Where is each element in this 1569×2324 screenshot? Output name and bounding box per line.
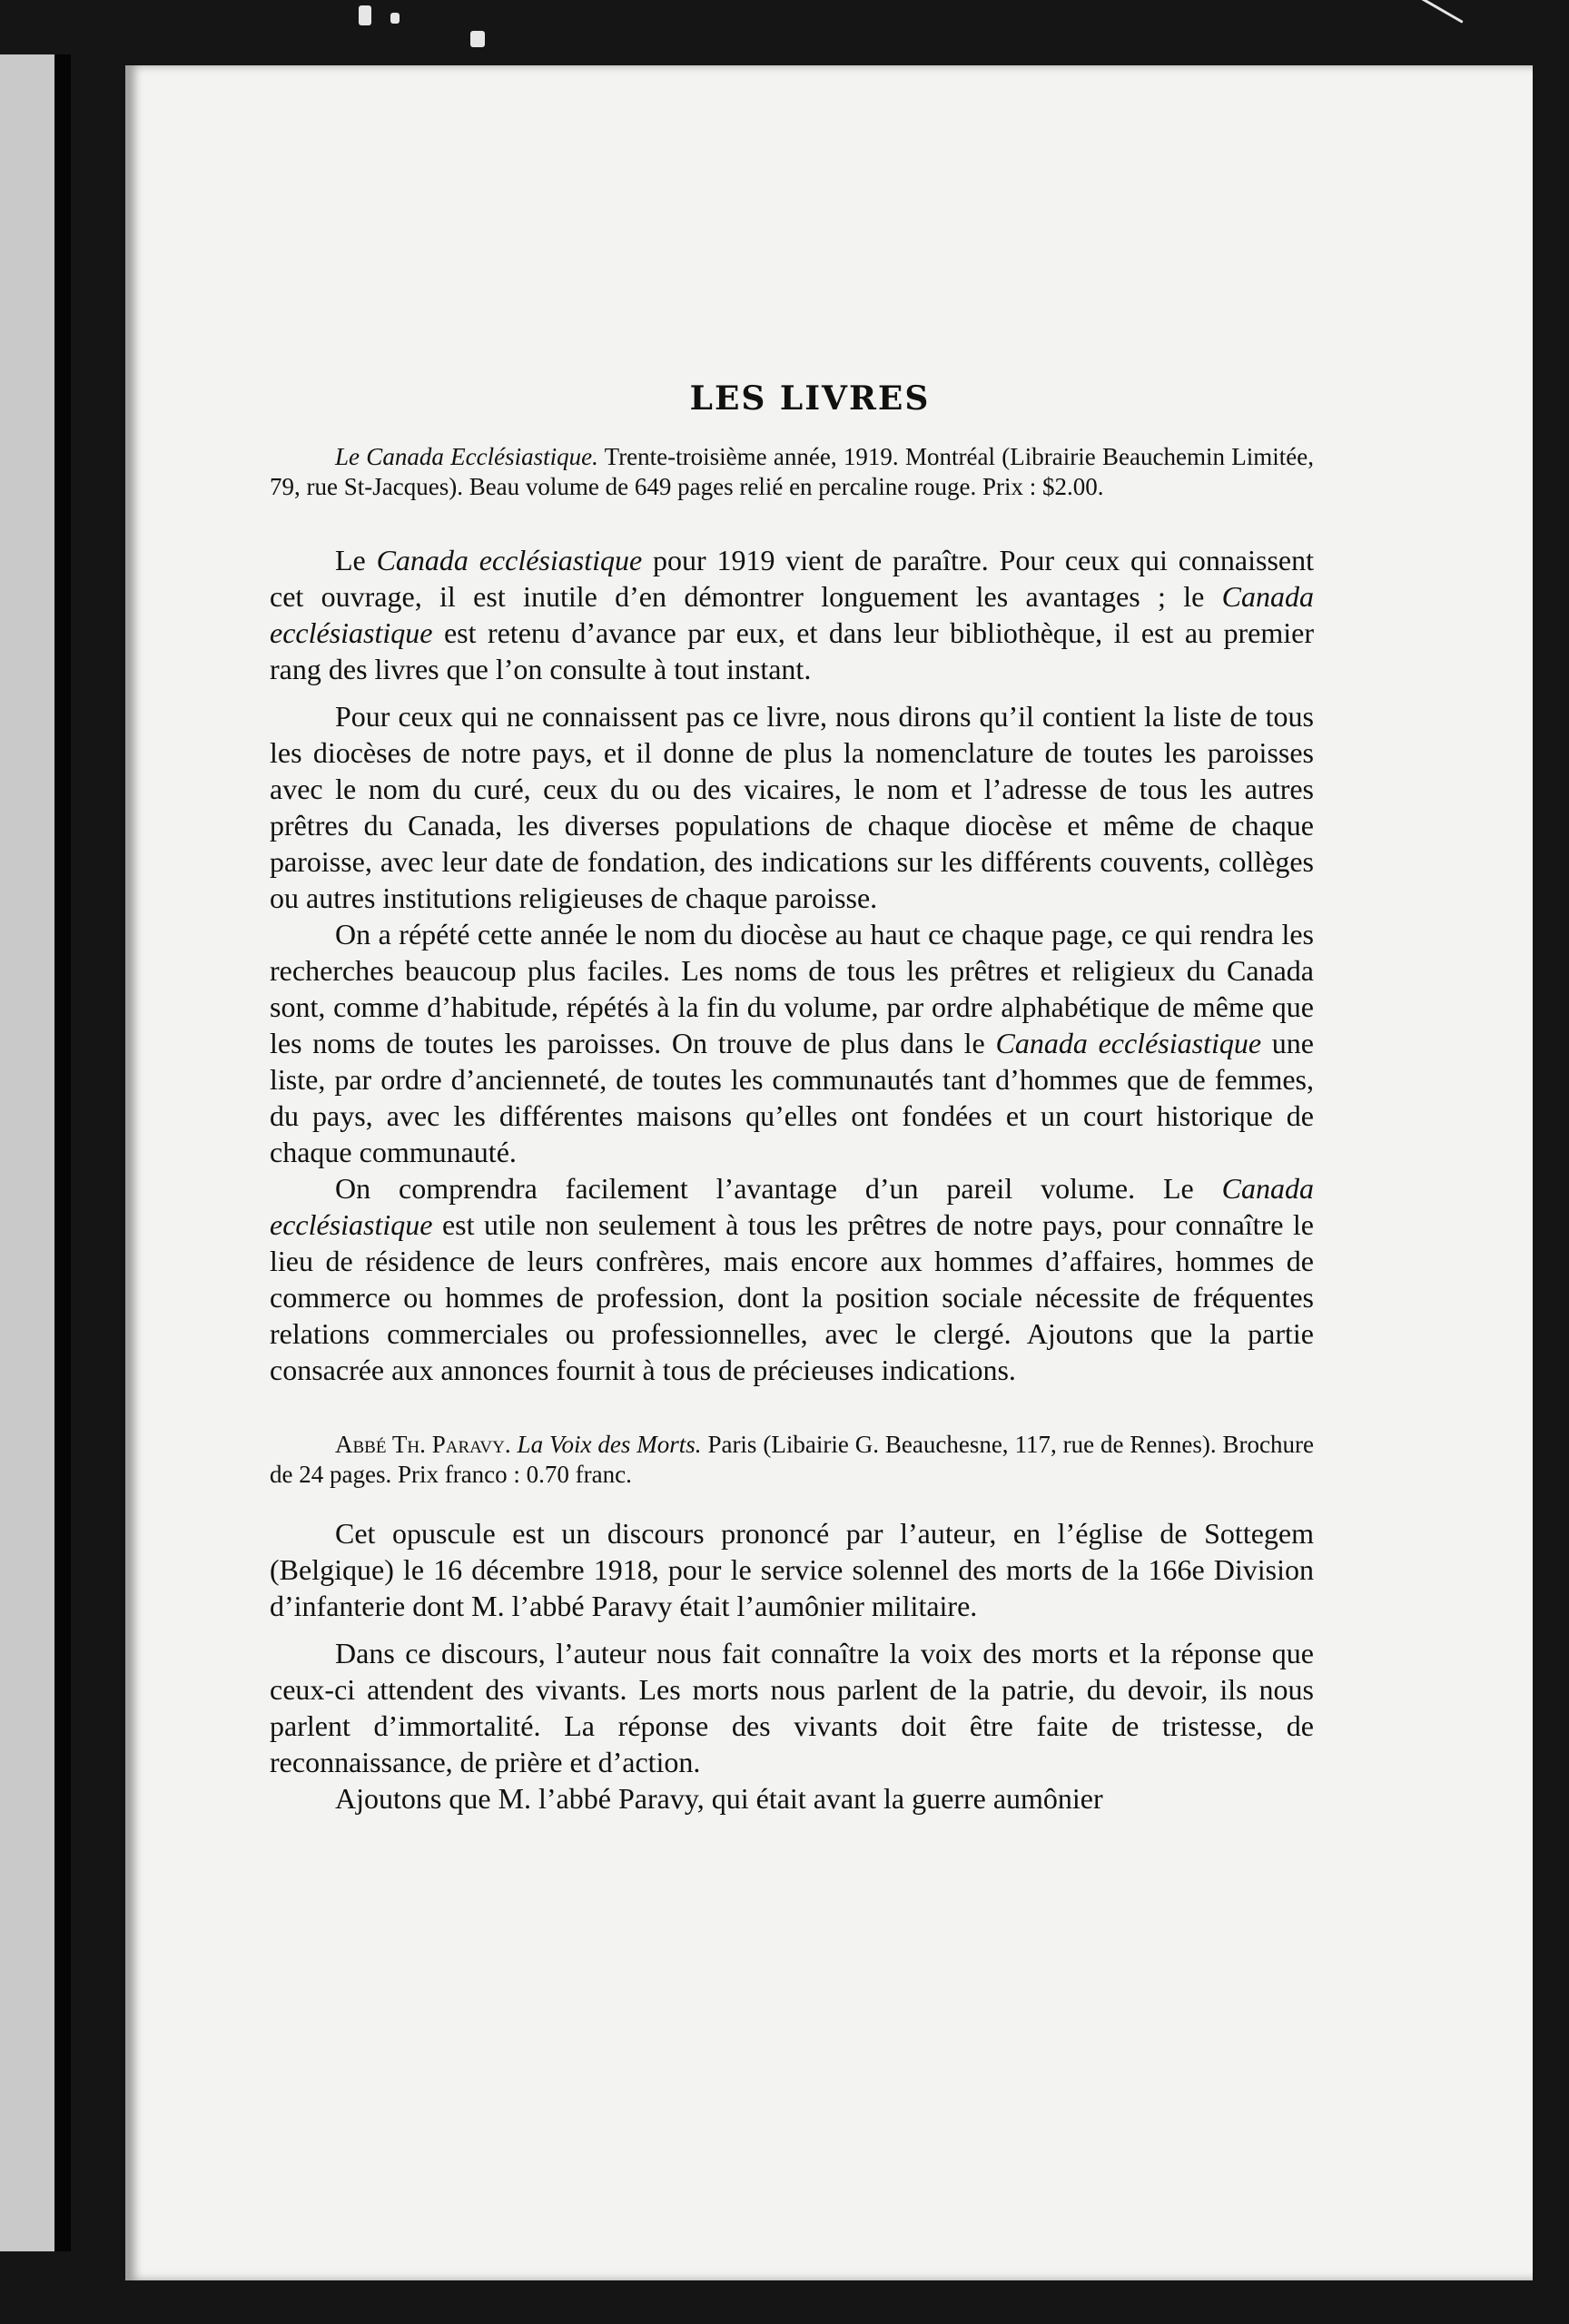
page-heading: LES LIVRES — [689, 379, 931, 418]
review-1-paragraph-2: Pour ceux qui ne connaissent pas ce livre, nous dirons qu’il contient la liste de tous les diocèses de notre pays, et il donne de plus la nomenclature de toutes les paroisses avec le nom du curé, ceux du ou des vicaires, le nom et l’adresse de tous les autres prêtres du Canada, les diverses populations de chaque diocèse et même de chaque paroisse, avec leur date de fondation, des indications sur les différents couvents, collèges ou autres institutions religieuses de chaque paroisse. — [270, 700, 1314, 914]
review-1-paragraph-1 — [270, 542, 1314, 687]
book-details: Trente-troisième année, 1919. Montréal (Librairie Beauchemin Limitée, 79, rue St-Jacques). Beau volume de 649 pages relié en percaline rouge. Prix : $2.00. — [270, 443, 1314, 500]
italic-title: Canada ecclésiastique — [270, 580, 1314, 649]
book-title: Le Canada Ecclésiastique. — [335, 443, 598, 470]
italic-title: Canada ecclésiastique — [270, 1172, 1314, 1241]
text-run: pour 1919 vient de paraître. Pour ceux qui connaissent cet ouvrage, il est inutile d’en démontrer longuement les avantages ; le — [270, 544, 1315, 613]
text-run: Le — [335, 544, 377, 576]
book-reference-2 — [270, 1430, 1314, 1490]
text-run: est utile non seulement à tous les prêtres de notre pays, pour connaître le lieu de résidence de leurs confrères, mais encore aux hommes d’affaires, hommes de commerce ou hommes de profession, dont la position sociale nécessite de fréquentes relations commerciales ou professionnelles, avec le clergé. Ajoutons que la partie consacrée aux annonces fournit à tous de précieuses indications. — [270, 1208, 1314, 1386]
scan-artifact — [470, 31, 485, 47]
book-title: La Voix des Morts. — [517, 1431, 702, 1458]
scan-artifact — [390, 13, 400, 24]
text-run: On a répété cette année le nom du diocèse au haut ce chaque page, ce qui rendra les recherches beaucoup plus faciles. Les noms de tous les prêtres et religieux du Canada sont, comme d’habitude, répétés à la fin du volume, par ordre alphabétique de même que les noms de toutes les paroisses. On trouve de plus dans le — [270, 918, 1314, 1059]
text-run: est retenu d’avance par eux, et dans leur bibliothèque, il est au premier rang des livres que l’on consulte à tout instant. — [270, 616, 1314, 685]
adjacent-page-edge — [0, 54, 54, 2251]
review-2-paragraph-2: Dans ce discours, l’auteur nous fait connaître la voix des morts et la réponse que ceux-ci attendent des vivants. Les morts nous parlent de la patrie, du devoir, ils nous parlent d’immortalité. La réponse des vivants doit être faite de tristesse, de reconnaissance, de prière et d’action. — [270, 1637, 1314, 1778]
book-author: Abbé Th. Paravy. — [335, 1431, 511, 1458]
page-gutter-shadow — [54, 54, 71, 2251]
review-1-paragraph-3 — [270, 916, 1314, 1170]
review-2-paragraph-1: Cet opuscule est un discours prononcé par l’auteur, en l’église de Sottegem (Belgique) le 16 décembre 1918, pour le service solennel des morts de la 166e Division d’infanterie dont M. l’abbé Paravy était l’aumônier militaire. — [270, 1517, 1314, 1622]
text-run: une liste, par ordre d’ancienneté, de toutes les communautés tant d’hommes que de femmes, du pays, avec les différentes maisons qu’elles ont fondées et un court historique de chaque communauté. — [270, 1027, 1315, 1168]
page-content — [270, 381, 1314, 1817]
review-1-paragraph-4 — [270, 1170, 1314, 1388]
scan-artifact — [1415, 0, 1463, 24]
italic-title: Canada ecclésiastique — [376, 544, 643, 576]
book-details: Paris (Libairie G. Beauchesne, 117, rue de Rennes). Brochure de 24 pages. Prix franco : 0.70 franc. — [270, 1431, 1314, 1488]
text-run: On comprendra facilement l’avantage d’un pareil volume. Le — [335, 1172, 1222, 1205]
review-2-paragraph-3: Ajoutons que M. l’abbé Paravy, qui était avant la guerre aumônier — [335, 1782, 1103, 1815]
scan-artifact — [359, 5, 371, 25]
book-reference-1 — [270, 442, 1314, 502]
italic-title: Canada ecclésiastique — [995, 1027, 1262, 1059]
